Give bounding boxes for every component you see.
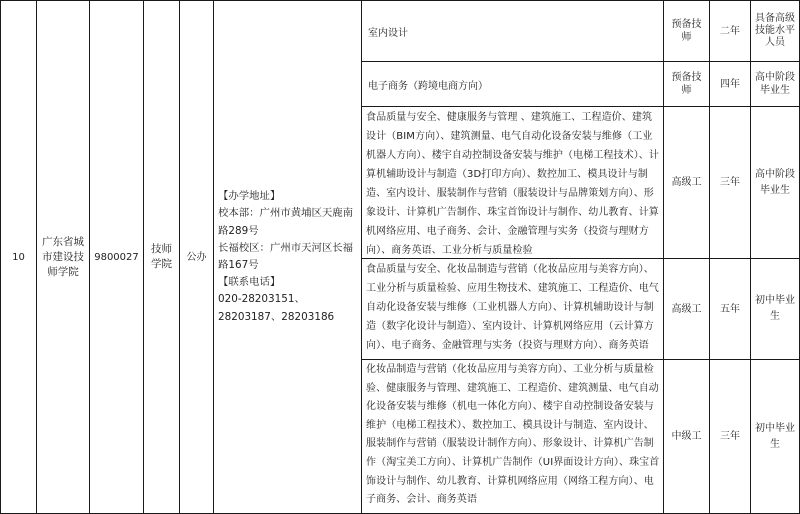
- address-header: 【办学地址】: [218, 190, 281, 203]
- program-5-majors-text: 化妆品制造与营销（化妆品应用与美容方向）、工业分析与质量检验、健康服务与管理、建筑施工、工程造价、建筑测量、电气自动化设备安装与维修（机电一体化方向）、楼宇自动控制设备安装与维护（电梯工程技术）、数控加工、模具设计与制造、室内设计、服装制作与营销（服装设计制作方向）、形象设计、计算机广告制作（淘宝美工方向）、计算机广告制作（UI界面设计方向）、珠宝首饰设计与制作、幼儿教育、计算机网络应用（网络工程方向）、电子商务、会计、商务英语: [366, 364, 660, 506]
- program-3-level-text: 高级工: [671, 177, 702, 188]
- program-4-level: [664, 259, 710, 360]
- program-2-majors-text: 电子商务（跨境电商方向）: [368, 80, 488, 92]
- cell-index: [0, 0, 37, 514]
- phone-header: 【联系电话】: [218, 276, 281, 289]
- program-2-requirement: [751, 62, 800, 107]
- phone-numbers: 020-28203151、28203187、28203186: [218, 293, 335, 323]
- program-3-level: [664, 107, 710, 259]
- program-4-duration-text: 五年: [720, 303, 740, 315]
- program-1-requirement: [751, 0, 800, 62]
- program-5-duration-text: 三年: [720, 431, 740, 442]
- program-4-level-text: 高级工: [671, 303, 702, 315]
- cell-school-code: [90, 0, 144, 514]
- program-1-duration-text: 二年: [720, 25, 740, 37]
- index-text: 10: [12, 251, 25, 263]
- program-4-majors-text: 食品质量与安全、化妆品制造与营销（化妆品应用与美容方向）、工业分析与质量检验、应用生物技术、建筑施工、工程造价、电气自动化设备安装与维修（工业机器人方向）、计算机辅助设计与制造（数字化设计与制造）、室内设计、计算机网络应用（云计算方向）、电子商务、金融管理与实务（投资与理财方向）、商务英语: [366, 264, 659, 351]
- program-5-duration: [710, 360, 751, 514]
- contact-block: [218, 188, 358, 326]
- program-1-duration: [710, 0, 751, 62]
- cell-contact: [214, 0, 362, 514]
- program-4-requirement: [751, 259, 800, 360]
- program-1-level: [664, 0, 710, 62]
- school-code-text: 9800027: [94, 251, 139, 263]
- program-1-requirement-text: 具备高级技能水平人员: [755, 13, 795, 48]
- cell-school-name: [37, 0, 90, 514]
- school-type-text: 技师学院: [151, 243, 172, 270]
- program-5-level-text: 中级工: [671, 431, 702, 442]
- program-3-majors: [362, 107, 664, 259]
- ownership-text: 公办: [186, 251, 207, 263]
- program-4-duration: [710, 259, 751, 360]
- campus-main: 校本部：广州市黄埔区天鹿南路289号: [218, 207, 354, 237]
- program-2-requirement-text: 高中阶段毕业生: [755, 72, 795, 96]
- program-2-duration: [710, 62, 751, 107]
- campus-changfu: 长福校区：广州市天河区长福路167号: [218, 241, 354, 271]
- program-1-majors: [362, 0, 664, 62]
- program-5-level: [664, 360, 710, 514]
- program-3-duration: [710, 107, 751, 259]
- program-5-majors: [362, 360, 664, 514]
- program-2-level: [664, 62, 710, 107]
- program-2-level-text: 预备技师: [671, 72, 702, 96]
- program-4-majors: [362, 259, 664, 360]
- program-2-duration-text: 四年: [720, 78, 740, 90]
- program-3-requirement-text: 高中阶段毕业生: [755, 168, 795, 196]
- cell-ownership: [180, 0, 214, 514]
- program-1-level-text: 预备技师: [671, 19, 702, 43]
- program-3-majors-text: 食品质量与安全、健康服务与管理 、建筑施工、工程造价、建筑设计（BIM方向）、建筑测量、电气自动化设备安装与维修（工业机器人方向）、楼宇自动控制设备安装与维护（电梯工程技术）、计算机辅助设计与制造（3D打印方向）、数控加工、模具设计与制造、室内设计、服装制作与营销（服装设计与品牌策划方向）、形象设计、计算机广告制作、珠宝首饰设计与制作、幼儿教育、计算机网络应用、电子商务、会计、金融管理与实务（投资与理财方向）、商务英语、工业分析与质量检验: [366, 112, 659, 256]
- program-4-requirement-text: 初中毕业生: [755, 295, 795, 322]
- school-name-text: 广东省城市建设技师学院: [42, 235, 84, 278]
- program-5-requirement: [751, 360, 800, 514]
- cell-school-type: [144, 0, 180, 514]
- program-5-requirement-text: 初中毕业生: [755, 422, 795, 450]
- program-1-majors-text: 室内设计: [368, 27, 408, 39]
- program-3-duration-text: 三年: [720, 177, 740, 188]
- program-2-majors: [362, 62, 664, 107]
- program-3-requirement: [751, 107, 800, 259]
